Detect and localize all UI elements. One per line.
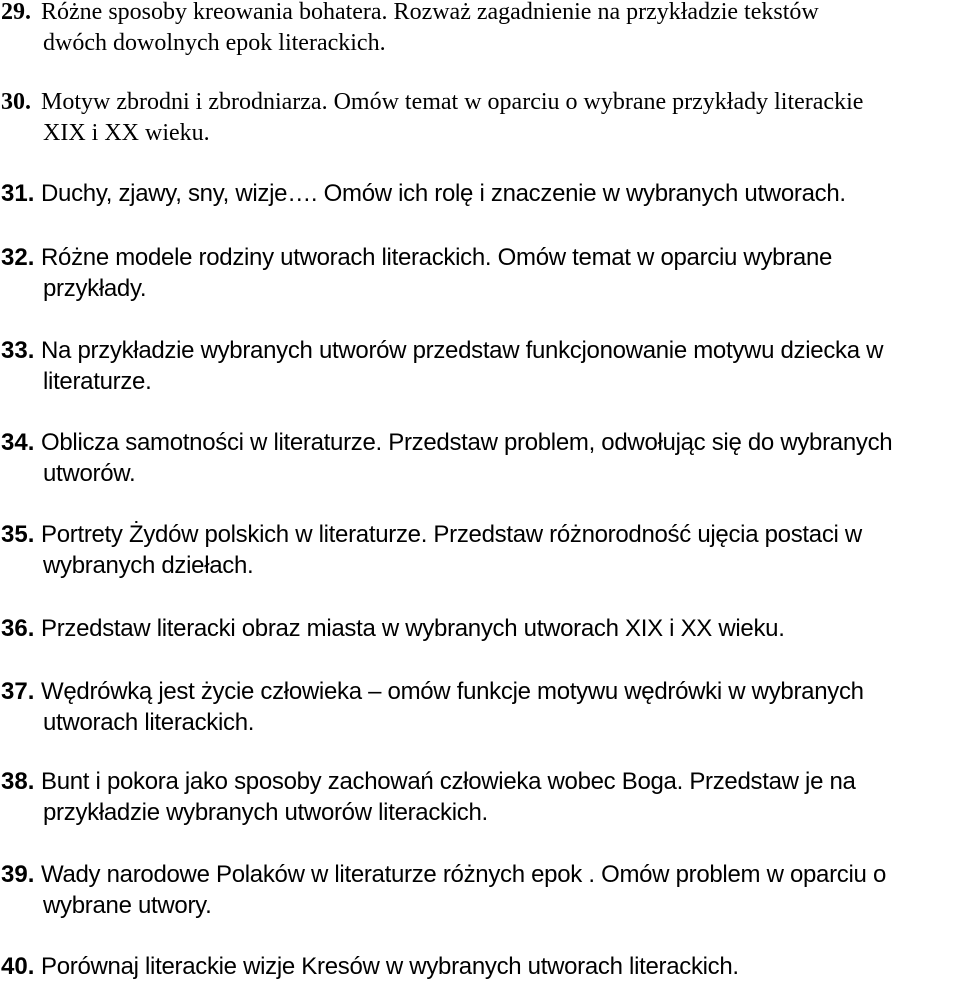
item-text: Portrety Żydów polskich w literaturze. Przedstaw różnorodność ujęcia postaci w (41, 521, 862, 548)
list-item-31 (1, 178, 956, 209)
list-item-39 (1, 859, 956, 921)
item-number: 30. (1, 89, 31, 115)
item-number: 38. (1, 768, 35, 795)
item-number: 33. (1, 337, 35, 364)
item-line (1, 519, 956, 550)
item-line: przykładzie wybranych utworów literackich. (43, 799, 488, 826)
item-line: dwóch dowolnych epok literackich. (43, 30, 386, 56)
item-text: Na przykładzie wybranych utworów przedstaw funkcjonowanie motywu dziecka w (41, 337, 884, 364)
list-item-29 (1, 0, 956, 59)
item-text: Różne sposoby kreowania bohatera. Rozważ zagadnienie na przykładzie tekstów (41, 0, 819, 25)
item-line: przykłady. (43, 275, 147, 302)
list-item-33 (1, 335, 956, 397)
item-number: 29. (1, 0, 31, 25)
item-number: 34. (1, 429, 35, 456)
item-text: Przedstaw literacki obraz miasta w wybranych utworach XIX i XX wieku. (41, 615, 785, 642)
item-line: utworach literackich. (43, 709, 255, 736)
item-line (1, 242, 956, 273)
item-line: wybrane utwory. (43, 892, 212, 919)
item-text: Duchy, zjawy, sny, wizje…. Omów ich rolę i znaczenie w wybranych utworach. (41, 180, 846, 207)
item-line: XIX i XX wieku. (43, 120, 210, 146)
item-number: 40. (1, 953, 35, 980)
item-line (1, 859, 956, 890)
item-number: 37. (1, 678, 35, 705)
list-item-35 (1, 519, 956, 581)
item-line (1, 427, 956, 458)
item-number: 32. (1, 244, 35, 271)
item-line: utworów. (43, 460, 136, 487)
list-item-34 (1, 427, 956, 489)
item-text: Porównaj literackie wizje Kresów w wybranych utworach literackich. (41, 953, 739, 980)
item-line (1, 676, 956, 707)
list-item-30 (1, 87, 956, 149)
item-number: 39. (1, 861, 35, 888)
item-line (1, 178, 956, 209)
item-number: 35. (1, 521, 35, 548)
item-line (1, 335, 956, 366)
list-item-37 (1, 676, 956, 738)
list-item-40 (1, 951, 956, 982)
item-number: 31. (1, 180, 35, 207)
item-line (1, 0, 956, 28)
list-item-36 (1, 613, 956, 644)
item-line (1, 613, 956, 644)
item-text: Wędrówką jest życie człowieka – omów funkcje motywu wędrówki w wybranych (41, 678, 864, 705)
item-text: Motyw zbrodni i zbrodniarza. Omów temat w oparciu o wybrane przykłady literackie (41, 89, 864, 115)
item-text: Wady narodowe Polaków w literaturze różnych epok . Omów problem w oparciu o (41, 861, 886, 888)
item-line (1, 87, 956, 118)
item-number: 36. (1, 615, 35, 642)
item-text: Bunt i pokora jako sposoby zachowań człowieka wobec Boga. Przedstaw je na (41, 768, 856, 795)
list-item-38 (1, 766, 956, 828)
item-line: literaturze. (43, 368, 152, 395)
item-line (1, 766, 956, 797)
list-item-32 (1, 242, 956, 304)
item-text: Różne modele rodziny utworach literackich. Omów temat w oparciu wybrane (41, 244, 833, 271)
item-text: Oblicza samotności w literaturze. Przedstaw problem, odwołując się do wybranych (41, 429, 893, 456)
item-line (1, 951, 956, 982)
item-line: wybranych dziełach. (43, 552, 254, 579)
